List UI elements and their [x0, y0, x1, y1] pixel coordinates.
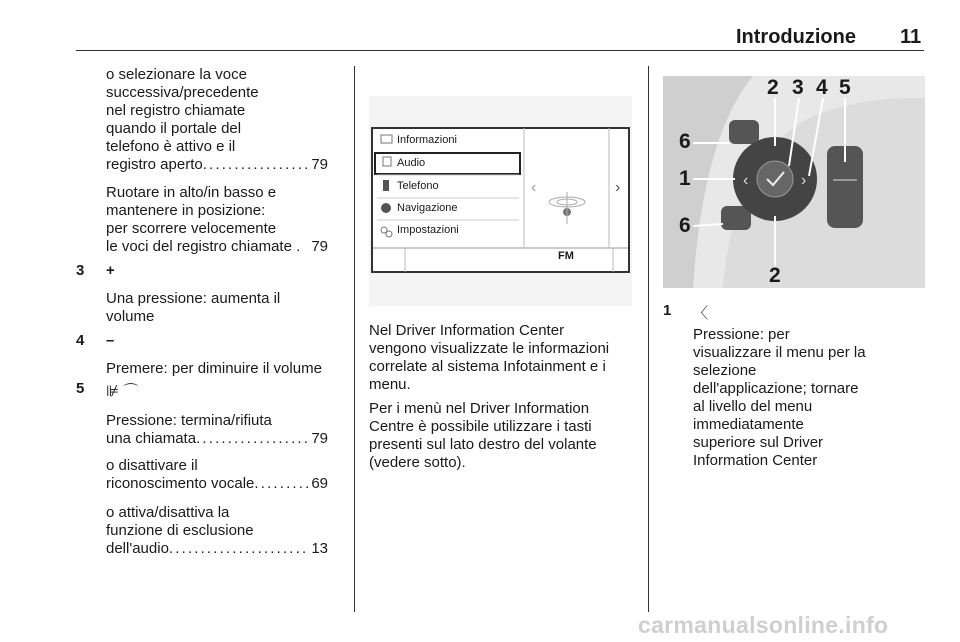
svg-text:‹: ‹ — [531, 179, 537, 196]
toc-entry — [106, 430, 328, 448]
text-line: Information Center — [693, 452, 818, 469]
callout-6-bottom: 6 — [679, 214, 691, 237]
header-rule — [76, 50, 924, 51]
text-line: mantenere in posizione: — [106, 202, 266, 219]
scroll-up-button[interactable] — [729, 120, 759, 144]
text-line: nel registro chiamate — [106, 102, 246, 119]
column-divider-right — [648, 66, 649, 612]
end-call-mute-icon: ⊯ ⌒ — [106, 383, 139, 400]
toc-leader — [203, 156, 310, 174]
menu-item-navigazione[interactable]: Navigazione — [397, 202, 458, 214]
text-line: Nel Driver Information Center — [369, 322, 565, 339]
svg-text:›: › — [801, 172, 807, 189]
item3-text — [106, 290, 280, 326]
text-line: dell'applicazione; tornare — [693, 380, 859, 397]
toc-label: dell'audio — [106, 540, 169, 557]
menu-item-informazioni[interactable]: Informazioni — [397, 134, 457, 146]
item-number: 5 — [76, 380, 85, 397]
callout-6-top: 6 — [679, 130, 691, 153]
text-line: Per i menù nel Driver Information — [369, 400, 590, 417]
menu-screen-illustration — [369, 96, 632, 306]
toc-entry — [106, 540, 328, 558]
text-line: (vedere sotto). — [369, 454, 466, 471]
toc-leader — [169, 540, 309, 558]
text-line: immediatamente — [693, 416, 804, 433]
text-line: al livello del menu — [693, 398, 813, 415]
column-divider-left — [354, 66, 355, 612]
text-line: vengono visualizzate le informazioni — [369, 340, 610, 357]
callout-2-top: 2 — [767, 76, 779, 99]
text-line: o disattivare il — [106, 457, 198, 474]
toc-leader — [254, 475, 309, 493]
text-line: successiva/precedente — [106, 84, 259, 101]
item4-text: Premere: per diminuire il volume — [106, 360, 322, 377]
minus-symbol: – — [106, 332, 115, 349]
toc-page-link[interactable]: 79 — [311, 156, 328, 173]
watermark: carmanualsonline.info — [638, 612, 889, 638]
text-line: Pressione: termina/rifiuta — [106, 412, 272, 429]
toc-page-link[interactable]: 79 — [311, 238, 328, 255]
toc-entry — [106, 238, 328, 256]
svg-text:›: › — [615, 179, 621, 196]
menu-item-impostazioni[interactable]: Impostazioni — [397, 224, 459, 236]
item5-press-text — [106, 412, 328, 448]
text-line: visualizzare il menu per la — [693, 344, 866, 361]
plus-symbol: + — [106, 262, 115, 279]
paragraph-2 — [369, 400, 597, 472]
toc-leader — [196, 430, 309, 448]
chevron-left-icon: 〈 — [693, 305, 709, 322]
text-line: volume — [106, 308, 155, 325]
callout-5: 5 — [839, 76, 851, 99]
text-line: presenti sul lato destro del volante — [369, 436, 597, 453]
toc-entry — [106, 475, 328, 493]
page-header-title: Introduzione — [736, 26, 856, 48]
toc-label: una chiamata — [106, 430, 197, 447]
menu-item-telefono[interactable]: Telefono — [397, 180, 439, 192]
toc-label: registro aperto — [106, 156, 203, 173]
item-number: 3 — [76, 262, 85, 279]
text-line: o attiva/disattiva la — [106, 504, 230, 521]
svg-text:‹: ‹ — [743, 172, 749, 189]
toc-page-link[interactable]: 79 — [311, 430, 328, 447]
text-line: telefono è attivo e il — [106, 138, 236, 155]
text-line: funzione di esclusione — [106, 522, 254, 539]
text-line: o selezionare la voce — [106, 66, 247, 83]
toc-label: le voci del registro chiamate . — [106, 238, 301, 255]
item5-voice-text — [106, 457, 328, 493]
item5-mute-text — [106, 504, 328, 558]
paragraph-1 — [369, 322, 609, 394]
text-line: selezione — [693, 362, 757, 379]
menu-item-audio[interactable]: Audio — [397, 157, 426, 169]
callout-1: 1 — [679, 167, 691, 190]
text-line: Ruotare in alto/in basso e — [106, 184, 277, 201]
text-line: menu. — [369, 376, 411, 393]
text-line: Centre è possibile utilizzare i tasti — [369, 418, 592, 435]
toc-page-link[interactable]: 13 — [311, 540, 328, 557]
item-number: 1 — [663, 302, 672, 319]
text-line: superiore sul Driver — [693, 434, 824, 451]
callout-2-bottom: 2 — [769, 264, 781, 287]
ok-button[interactable] — [757, 161, 793, 197]
text-line: quando il portale del — [106, 120, 242, 137]
text-line: per scorrere velocemente — [106, 220, 277, 237]
infotainment-menu-figure — [369, 96, 632, 306]
text-line: Una pressione: aumenta il — [106, 290, 281, 307]
page-number: 11 — [900, 26, 922, 48]
toc-label: riconoscimento vocale — [106, 475, 255, 492]
callout-3: 3 — [792, 76, 804, 99]
callout-4: 4 — [816, 76, 828, 99]
text-line: Pressione: per — [693, 326, 790, 343]
text-line: correlate al sistema Infotainment e i — [369, 358, 606, 375]
item1-text — [693, 326, 866, 470]
steering-wheel-illustration — [663, 76, 925, 288]
rotate-text — [106, 184, 328, 256]
toc-entry — [106, 156, 328, 174]
continuation-text — [106, 66, 328, 174]
audio-source-label: FM — [558, 250, 574, 262]
steering-wheel-controls-figure — [663, 76, 925, 288]
item-number: 4 — [76, 332, 85, 349]
toc-page-link[interactable]: 69 — [311, 475, 328, 492]
